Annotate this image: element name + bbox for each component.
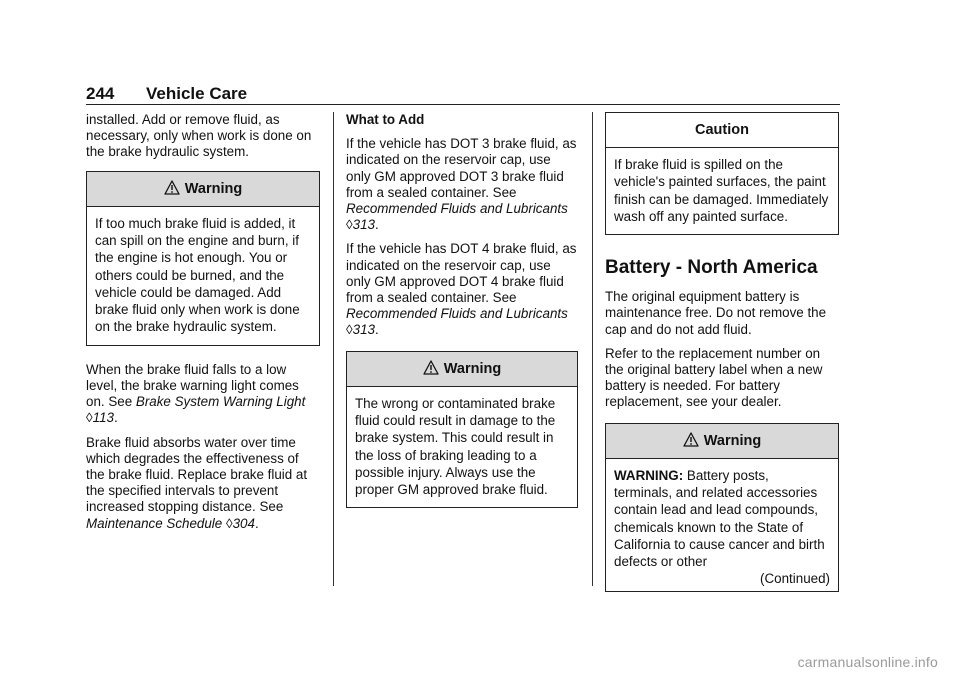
section-title: Vehicle Care bbox=[146, 84, 248, 103]
col1-para3-end: . bbox=[254, 515, 259, 531]
col1-para3-page[interactable]: 304 bbox=[232, 515, 255, 531]
warning-box-3-title: Warning bbox=[703, 432, 762, 449]
warning-triangle-icon bbox=[164, 180, 180, 195]
column-divider-2 bbox=[592, 112, 593, 586]
col1-para1: installed. Add or remove fluid, as necessary, only when work is done on the brake hydraulic system. bbox=[86, 112, 312, 160]
warning-box-2-title: Warning bbox=[443, 360, 502, 377]
col2-subhead: What to Add bbox=[346, 112, 425, 127]
watermark: carmanualsonline.info bbox=[797, 654, 938, 670]
warning-box-1 bbox=[86, 171, 320, 346]
col1-para3 bbox=[86, 435, 320, 532]
warning-box-1-header bbox=[87, 172, 319, 207]
warning-box-2-body: The wrong or contaminated brake fluid could result in damage to the brake system. This could result in the loss of braking leading to a possible injury. Always use the proper GM approved brake fluid. bbox=[355, 395, 556, 498]
col1-para3-ref[interactable]: Maintenance Schedule bbox=[86, 515, 223, 531]
column-2 bbox=[346, 112, 578, 518]
col2-para2-page[interactable]: 313 bbox=[352, 322, 375, 338]
warning-box-3-header bbox=[606, 424, 838, 459]
col2-para1-text: If the vehicle has DOT 3 brake fluid, as indicated on the reservoir cap, use only GM approved DOT 3 brake fluid from a sealed container. See bbox=[346, 136, 577, 200]
warning-triangle-icon bbox=[683, 432, 699, 447]
warning-box-1-title: Warning bbox=[184, 180, 243, 197]
col3-para2: Refer to the replacement number on the original battery label when a new battery is needed. For battery replacement, see your dealer. bbox=[605, 345, 823, 410]
header-rule bbox=[86, 104, 840, 105]
warning-box-3-lead: WARNING: bbox=[614, 467, 684, 483]
col2-para1-end: . bbox=[374, 217, 379, 233]
col1-para2-ref[interactable]: Brake System Warning Light bbox=[135, 394, 306, 410]
caution-box-body: If brake fluid is spilled on the vehicle's painted surfaces, the paint finish can be damaged. Immediately wash off any painted surface. bbox=[614, 157, 829, 224]
col1-para2 bbox=[86, 362, 320, 427]
warning-box-1-body: If too much brake fluid is added, it can spill on the engine and burn, if the engine is hot enough. You or others could be burned, and the vehicle could be damaged. Add brake fluid only when work is done on the brake hydraulic system. bbox=[95, 215, 300, 335]
page-ref-arrow-icon: ◊ bbox=[225, 515, 233, 531]
column-3 bbox=[605, 112, 839, 602]
col2-para2 bbox=[346, 241, 578, 338]
page-ref-arrow-icon: ◊ bbox=[346, 322, 353, 338]
page-ref-arrow-icon: ◊ bbox=[86, 410, 93, 426]
warning-triangle-icon bbox=[423, 360, 439, 375]
warning-box-3 bbox=[605, 423, 839, 592]
page-ref-arrow-icon: ◊ bbox=[346, 217, 353, 233]
warning-box-2 bbox=[346, 351, 578, 509]
column-1 bbox=[86, 112, 320, 540]
warning-box-2-header bbox=[347, 352, 577, 387]
col3-para1: The original equipment battery is maintenance free. Do not remove the cap and do not add fluid. bbox=[605, 289, 827, 337]
col2-para1 bbox=[346, 136, 578, 233]
col2-para2-ref[interactable]: Recommended Fluids and Lubricants bbox=[346, 306, 568, 322]
warning-box-3-text: Battery posts, terminals, and related accessories contain lead and lead compounds, chemicals known to the State of California to cause cancer and birth defects or other bbox=[614, 467, 825, 570]
col2-para2-text: If the vehicle has DOT 4 brake fluid, as indicated on the reservoir cap, use only GM approved DOT 4 brake fluid from a sealed container. See bbox=[346, 241, 577, 306]
col2-para1-page[interactable]: 313 bbox=[352, 217, 375, 233]
col2-para1-ref[interactable]: Recommended Fluids and Lubricants bbox=[346, 201, 568, 217]
continued-label: (Continued) bbox=[760, 571, 830, 587]
col2-para2-end: . bbox=[374, 322, 379, 338]
col1-para2-text: When the brake fluid falls to a low level, the brake warning light comes on. See bbox=[86, 361, 299, 410]
caution-box bbox=[605, 112, 839, 235]
warning-box-3-body bbox=[606, 459, 838, 591]
page-number: 244 bbox=[86, 84, 115, 103]
caution-box-header: Caution bbox=[606, 113, 838, 148]
col1-para3-text: Brake fluid absorbs water over time which degrades the effectiveness of the brake fluid. Replace brake fluid at the specified intervals to prevent increased stopping distance. See bbox=[86, 434, 308, 515]
battery-heading: Battery - North America bbox=[605, 257, 818, 279]
col1-para2-end: . bbox=[113, 410, 118, 426]
col1-para2-page[interactable]: 113 bbox=[92, 410, 114, 426]
column-divider-1 bbox=[333, 112, 334, 586]
